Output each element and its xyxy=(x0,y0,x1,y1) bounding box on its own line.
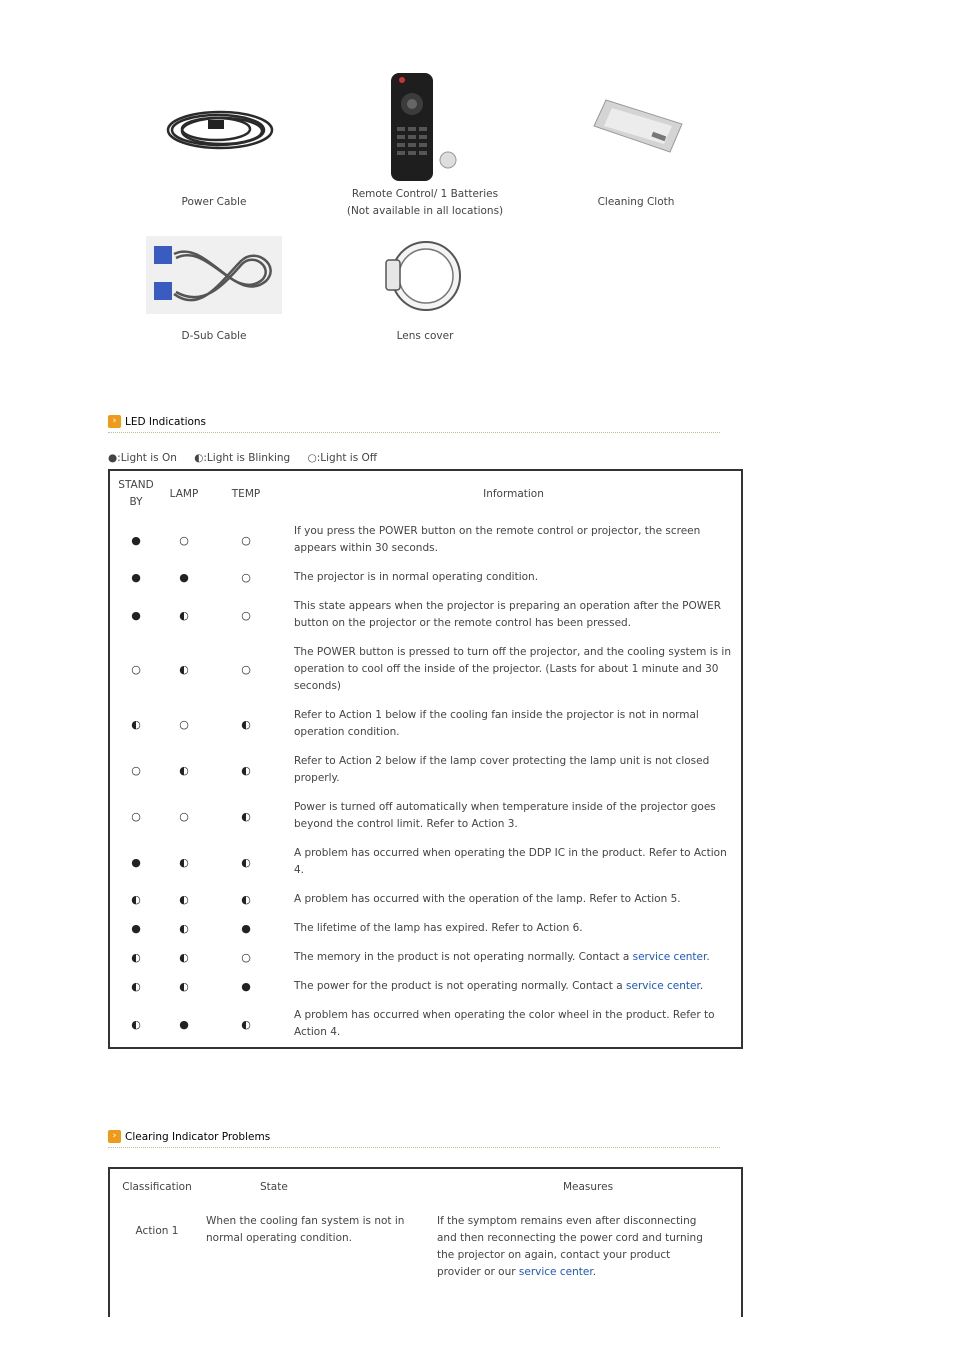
led-row xyxy=(109,701,742,747)
header-temp: TEMP xyxy=(231,487,261,500)
clearing-section-title-text: Clearing Indicator Problems xyxy=(125,1130,271,1143)
led-standby-indicator: ◐ xyxy=(131,951,141,964)
led-standby-indicator: ○ xyxy=(131,763,141,777)
led-section-title xyxy=(108,415,206,428)
led-row xyxy=(109,747,742,793)
legend-on: ●:Light is On xyxy=(108,452,177,464)
led-temp-indicator: ○ xyxy=(241,608,251,622)
led-info xyxy=(286,563,742,592)
led-lamp-indicator: ◐ xyxy=(179,855,189,869)
clearing-table-header xyxy=(109,1168,742,1205)
led-row xyxy=(109,839,742,885)
led-legend xyxy=(108,452,391,464)
cleaning-cloth-caption: Cleaning Cloth xyxy=(597,196,675,208)
led-info xyxy=(286,638,742,701)
led-temp-indicator: ◐ xyxy=(241,763,251,777)
led-info xyxy=(286,1001,742,1048)
led-info-text: The lifetime of the lamp has expired. Refer to Action 6. xyxy=(294,922,583,934)
led-info xyxy=(286,517,742,563)
led-row xyxy=(109,914,742,943)
led-info-text: A problem has occurred when operating the color wheel in the product. Refer to Action 4. xyxy=(294,1009,715,1038)
led-temp-indicator: ○ xyxy=(241,571,251,584)
led-standby-indicator: ○ xyxy=(131,663,141,676)
led-info xyxy=(286,592,742,638)
led-section-divider xyxy=(108,432,720,433)
remote-control-image xyxy=(388,72,460,182)
header-measures: Measures xyxy=(562,1181,614,1193)
led-lamp-indicator: ● xyxy=(179,571,189,584)
led-temp-indicator: ● xyxy=(241,922,251,935)
header-state: State xyxy=(260,1181,288,1193)
remote-control-caption xyxy=(325,186,525,220)
led-info-text: If you press the POWER button on the remote control or projector, the screen appears within 30 seconds. xyxy=(294,525,701,554)
led-row xyxy=(109,563,742,592)
legend-blink: ◐:Light is Blinking xyxy=(194,452,291,464)
clearing-spacer-row xyxy=(109,1287,742,1317)
led-info xyxy=(286,701,742,747)
header-lamp: LAMP xyxy=(169,487,199,500)
led-info-text: The memory in the product is not operating normally. Contact a xyxy=(294,951,633,963)
led-temp-indicator: ◐ xyxy=(241,1017,251,1031)
led-lamp-indicator: ○ xyxy=(179,809,189,823)
power-cable-image xyxy=(158,100,276,160)
led-info xyxy=(286,972,742,1001)
led-standby-indicator: ● xyxy=(131,608,141,622)
led-standby-indicator: ○ xyxy=(131,809,141,823)
led-row xyxy=(109,943,742,972)
led-info xyxy=(286,839,742,885)
clearing-section-divider xyxy=(108,1147,720,1148)
led-section-title-text: LED Indications xyxy=(125,415,207,428)
led-temp-indicator: ○ xyxy=(241,533,251,547)
led-info xyxy=(286,943,742,972)
led-standby-indicator: ● xyxy=(131,533,141,547)
led-temp-indicator: ◐ xyxy=(241,855,251,869)
led-row xyxy=(109,517,742,563)
led-lamp-indicator: ◐ xyxy=(179,951,189,964)
led-row xyxy=(109,972,742,1001)
service-center-link[interactable]: service center xyxy=(632,951,707,963)
led-standby-indicator: ● xyxy=(131,922,141,935)
led-info-text: The power for the product is not operating normally. Contact a xyxy=(294,980,627,992)
clearing-measures xyxy=(435,1205,742,1287)
header-standby xyxy=(109,470,162,517)
led-lamp-indicator: ◐ xyxy=(179,663,189,676)
led-info xyxy=(286,747,742,793)
led-row xyxy=(109,592,742,638)
section-arrow-icon: › xyxy=(108,415,121,428)
led-standby-indicator: ● xyxy=(131,855,141,869)
led-lamp-indicator: ◐ xyxy=(179,980,189,993)
header-standby-line2: BY xyxy=(129,496,143,508)
led-lamp-indicator: ● xyxy=(179,1017,189,1031)
header-standby-line1: STAND xyxy=(118,479,154,491)
clearing-measures-text: If the symptom remains even after disconnecting and then reconnecting the power cord and turning the projector on again, contact your product provider or our xyxy=(437,1215,703,1278)
led-temp-indicator: ● xyxy=(241,980,251,993)
led-lamp-indicator: ○ xyxy=(179,717,189,731)
led-lamp-indicator: ◐ xyxy=(179,608,189,622)
clearing-state: When the cooling fan system is not in normal operating condition. xyxy=(206,1215,405,1244)
led-info-text: A problem has occurred with the operation of the lamp. Refer to Action 5. xyxy=(294,893,681,905)
dsub-cable-image xyxy=(146,236,282,314)
lens-cover-caption: Lens cover xyxy=(396,330,454,342)
service-center-link[interactable]: service center xyxy=(518,1266,593,1278)
led-lamp-indicator: ◐ xyxy=(179,893,189,906)
remote-caption-line1: Remote Control/ 1 Batteries xyxy=(351,188,499,200)
header-info: Information xyxy=(483,487,544,500)
dsub-cable-caption: D-Sub Cable xyxy=(181,330,247,342)
led-info-text: The projector is in normal operating condition. xyxy=(294,571,539,583)
clearing-classification: Action 1 xyxy=(135,1224,179,1237)
led-standby-indicator: ◐ xyxy=(131,893,141,906)
led-temp-indicator: ○ xyxy=(241,663,251,676)
led-row xyxy=(109,638,742,701)
cleaning-cloth-image xyxy=(592,98,684,154)
power-cable-caption: Power Cable xyxy=(181,196,247,208)
led-temp-indicator: ◐ xyxy=(241,717,251,731)
led-temp-indicator: ◐ xyxy=(241,893,251,906)
led-table-header xyxy=(109,470,742,517)
led-standby-indicator: ◐ xyxy=(131,717,141,731)
led-temp-indicator: ○ xyxy=(241,951,251,964)
led-lamp-indicator: ○ xyxy=(179,533,189,547)
clearing-measures-after: . xyxy=(592,1266,597,1278)
led-info xyxy=(286,793,742,839)
service-center-link[interactable]: service center xyxy=(626,980,700,992)
section-arrow-icon: › xyxy=(108,1130,121,1143)
led-info-text: Power is turned off automatically when temperature inside of the projector goes beyond the control limit. Refer to Action 3. xyxy=(294,801,716,830)
led-info-text: The POWER button is pressed to turn off the projector, and the cooling system is in operation to cool off the inside of the projector. (Lasts for about 1 minute and 30 seconds) xyxy=(294,646,731,692)
clearing-table xyxy=(108,1167,743,1317)
led-info-text: Refer to Action 2 below if the lamp cover protecting the lamp unit is not closed properly. xyxy=(294,755,710,784)
remote-caption-line2: (Not available in all locations) xyxy=(346,205,504,217)
led-info-text: A problem has occurred when operating the DDP IC in the product. Refer to Action 4. xyxy=(294,847,727,876)
led-lamp-indicator: ◐ xyxy=(179,763,189,777)
led-info-after: . xyxy=(699,980,704,992)
led-info-text: This state appears when the projector is preparing an operation after the POWER button on the projector or the remote control has been pressed. xyxy=(294,600,722,629)
led-temp-indicator: ◐ xyxy=(241,809,251,823)
led-lamp-indicator: ◐ xyxy=(179,922,189,935)
led-row xyxy=(109,1001,742,1048)
led-info-after: . xyxy=(706,951,710,963)
legend-off: ○:Light is Off xyxy=(307,452,378,464)
clearing-row xyxy=(109,1205,742,1287)
led-info xyxy=(286,885,742,914)
lens-cover-image xyxy=(384,236,466,314)
clearing-section-title xyxy=(108,1130,270,1143)
led-row xyxy=(109,885,742,914)
led-info-text: Refer to Action 1 below if the cooling fan inside the projector is not in normal operation condition. xyxy=(294,709,699,738)
led-info xyxy=(286,914,742,943)
led-standby-indicator: ◐ xyxy=(131,980,141,993)
led-standby-indicator: ● xyxy=(131,571,141,584)
led-standby-indicator: ◐ xyxy=(131,1017,141,1031)
header-classification: Classification xyxy=(122,1181,192,1193)
led-table xyxy=(108,469,743,1049)
led-row xyxy=(109,793,742,839)
